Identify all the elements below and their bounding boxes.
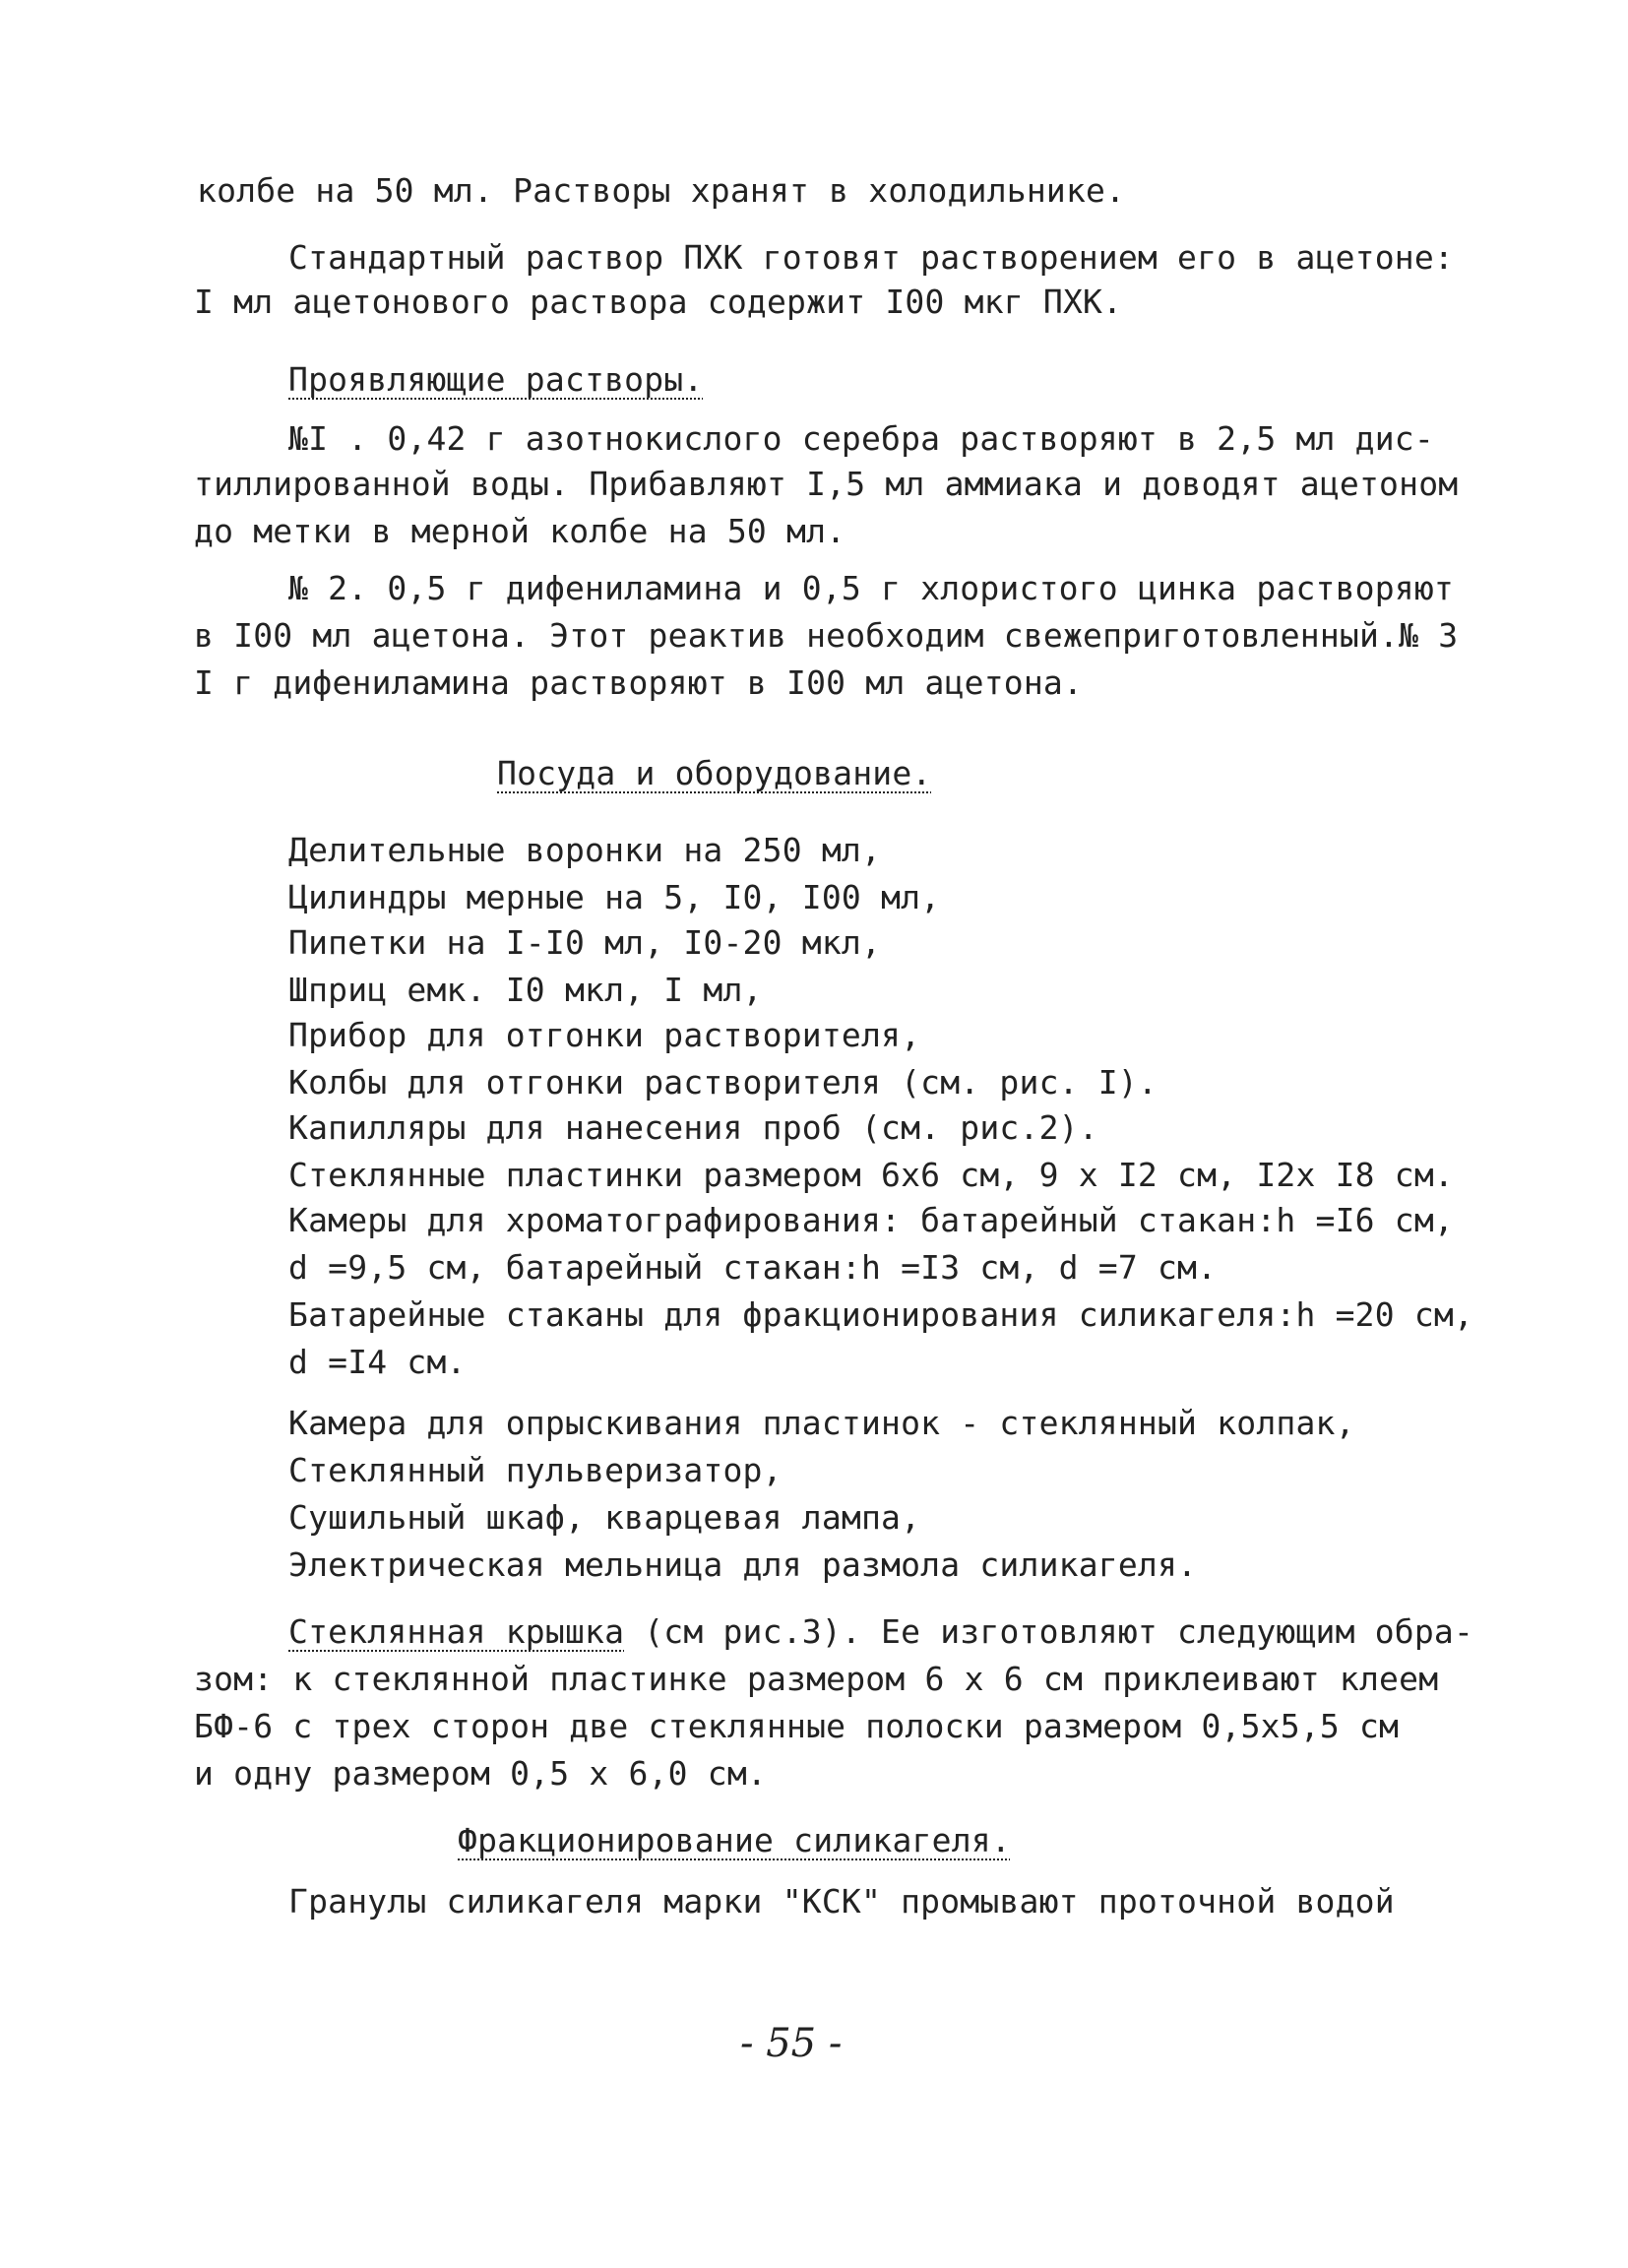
- text-line: до метки в мерной колбе на 50 мл.: [194, 512, 846, 550]
- equipment-item: Камеры для хроматографирования: батарейный стакан:h =I6 см,: [288, 1201, 1454, 1239]
- text-line: № 2. 0,5 г дифениламина и 0,5 г хлористого цинка растворяют: [288, 569, 1454, 607]
- page-number: - 55 -: [740, 2021, 843, 2066]
- text-line: Стандартный раствор ПХК готовят растворением его в ацетоне:: [288, 238, 1454, 277]
- section-heading: Фракционирование силикагеля.: [458, 1821, 1011, 1859]
- text-line: №I . 0,42 г азотнокислого серебра растворяют в 2,5 мл дис-: [288, 419, 1434, 458]
- section-heading: Проявляющие растворы.: [288, 360, 704, 399]
- equipment-item: d =I4 см.: [288, 1343, 467, 1381]
- equipment-item: Колбы для отгонки растворителя (см. рис. I).: [288, 1063, 1158, 1102]
- equipment-item: Делительные воронки на 250 мл,: [288, 831, 882, 869]
- equipment-item: Цилиндры мерные на 5, I0, I00 мл,: [288, 878, 941, 916]
- text-line: зом: к стеклянной пластинке размером 6 х 6 см приклеивают клеем: [194, 1660, 1439, 1698]
- text-line: и одну размером 0,5 х 6,0 см.: [194, 1754, 767, 1793]
- equipment-item: Камера для опрыскивания пластинок - стеклянный колпак,: [288, 1404, 1355, 1442]
- text-line: Гранулы силикагеля марки "КСК" промывают проточной водой: [288, 1882, 1395, 1921]
- equipment-item: Шприц емк. I0 мкл, I мл,: [288, 971, 763, 1009]
- section-heading: Посуда и оборудование.: [497, 754, 932, 792]
- text-line: колбе на 50 мл. Растворы хранят в холодильнике.: [197, 171, 1126, 210]
- text-fragment: (см рис.3). Ее изготовляют следующим обра-: [624, 1612, 1474, 1651]
- text-line: I мл ацетонового раствора содержит I00 мкг ПХК.: [194, 283, 1123, 321]
- equipment-item: Сушильный шкаф, кварцевая лампа,: [288, 1498, 921, 1537]
- text-line: в I00 мл ацетона. Этот реактив необходим свежеприготовленный.№ 3: [194, 616, 1459, 655]
- equipment-item: Прибор для отгонки растворителя,: [288, 1016, 921, 1054]
- equipment-item: d =9,5 см, батарейный стакан:h =I3 см, d =7 см.: [288, 1248, 1218, 1287]
- inline-heading: Стеклянная крышка: [288, 1612, 625, 1651]
- text-line: БФ-6 с трех сторон две стеклянные полоски размером 0,5х5,5 см: [194, 1707, 1400, 1745]
- equipment-item: Стеклянные пластинки размером 6х6 см, 9 х I2 см, I2х I8 см.: [288, 1156, 1454, 1194]
- text-line: [288, 1610, 1473, 1654]
- equipment-item: Батарейные стаканы для фракционирования силикагеля:h =20 см,: [288, 1295, 1474, 1334]
- equipment-item: Капилляры для нанесения проб (см. рис.2).: [288, 1108, 1098, 1147]
- equipment-item: Пипетки на I-I0 мл, I0-20 мкл,: [288, 923, 882, 962]
- text-line: I г дифениламина растворяют в I00 мл ацетона.: [194, 663, 1084, 702]
- equipment-item: Стеклянный пульверизатор,: [288, 1451, 783, 1489]
- equipment-item: Электрическая мельница для размола силикагеля.: [288, 1545, 1198, 1584]
- text-line: тиллированной воды. Прибавляют I,5 мл аммиака и доводят ацетоном: [194, 465, 1459, 503]
